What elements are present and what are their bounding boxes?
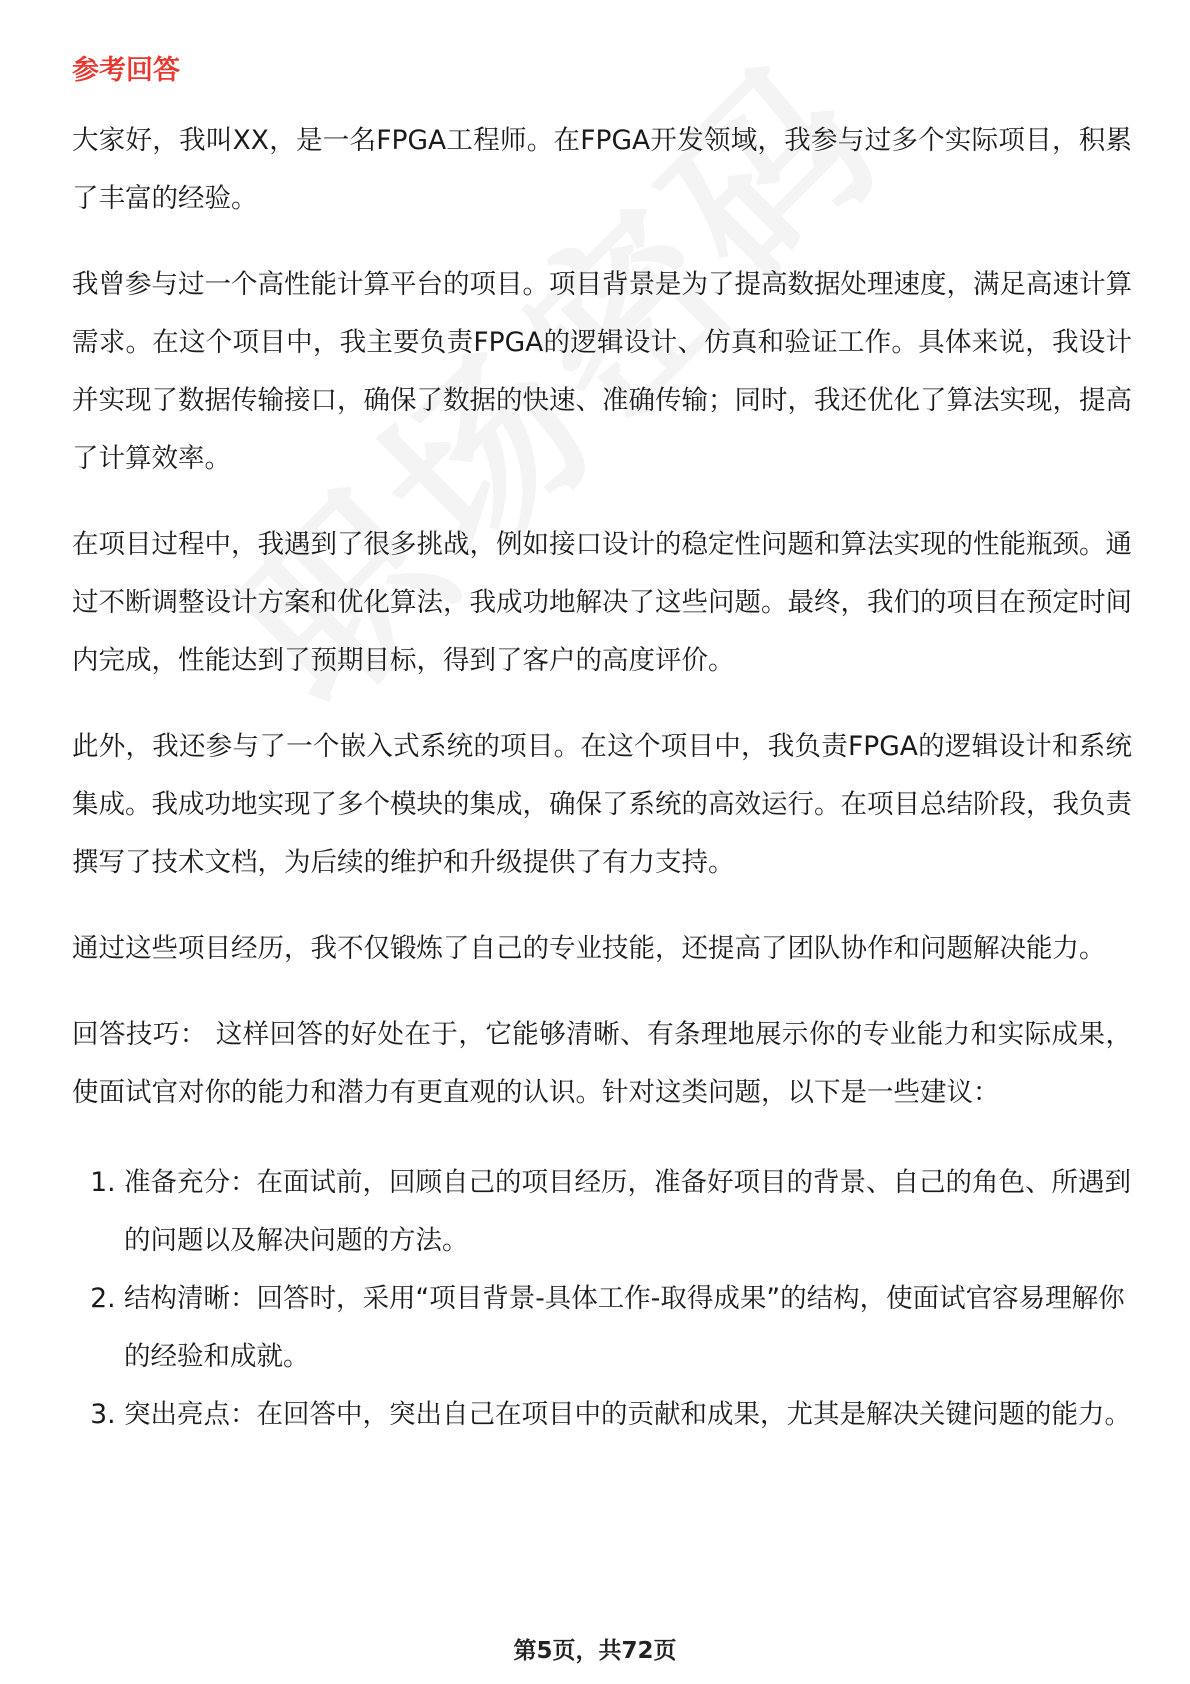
tips-list [72, 1154, 1132, 1444]
section-heading: 参考回答 [72, 55, 180, 86]
paragraph-challenges: 在项目过程中，我遇到了很多挑战，例如接口设计的稳定性问题和算法实现的性能瓶颈。通过不断调整设计方案和优化算法，我成功地解决了这些问题。最终，我们的项目在预定时间内完成，性能达到了预期目标，得到了客户的高度评价。 [72, 529, 1132, 676]
paragraph-project-two: 此外，我还参与了一个嵌入式系统的项目。在这个项目中，我负责FPGA的逻辑设计和系统集成。我成功地实现了多个模块的集成，确保了系统的高效运行。在项目总结阶段，我负责撰写了技术文档，为后续的维护和升级提供了有力支持。 [72, 731, 1132, 878]
paragraph-summary: 通过这些项目经历，我不仅锻炼了自己的专业技能，还提高了团队协作和问题解决能力。 [72, 933, 1106, 964]
tips-intro: 回答技巧： 这样回答的好处在于，它能够清晰、有条理地展示你的专业能力和实际成果，使面试官对你的能力和潜力有更直观的认识。针对这类问题，以下是一些建议： [72, 1019, 1132, 1108]
page-number: 第5页，共72页 [513, 1638, 677, 1664]
list-item: 2. 结构清晰：回答时，采用“项目背景-具体工作-取得成果”的结构，使面试官容易理解你的经验和成就。 [124, 1270, 1132, 1386]
paragraph-project-one: 我曾参与过一个高性能计算平台的项目。项目背景是为了提高数据处理速度，满足高速计算需求。在这个项目中，我主要负责FPGA的逻辑设计、仿真和验证工作。具体来说，我设计并实现了数据传输接口，确保了数据的快速、准确传输；同时，我还优化了算法实现，提高了计算效率。 [72, 269, 1132, 474]
answer-body [72, 112, 1132, 1444]
list-item: 1. 准备充分：在面试前，回顾自己的项目经历，准备好项目的背景、自己的角色、所遇到的问题以及解决问题的方法。 [124, 1154, 1132, 1270]
paragraph-intro: 大家好，我叫XX，是一名FPGA工程师。在FPGA开发领域，我参与过多个实际项目，积累了丰富的经验。 [72, 125, 1132, 214]
list-item: 3. 突出亮点：在回答中，突出自己在项目中的贡献和成果，尤其是解决关键问题的能力。 [124, 1386, 1132, 1444]
